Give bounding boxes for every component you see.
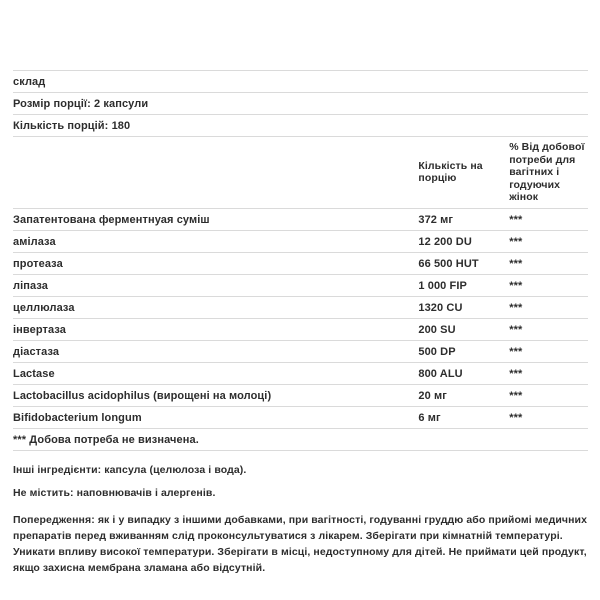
ingredient-row	[13, 252, 588, 274]
ingredient-name: амілаза	[13, 230, 418, 252]
column-header-daily-value: % Від добової потреби для вагітних і годуючих жінок	[509, 137, 588, 209]
section-title-row	[13, 71, 588, 93]
ingredient-dv: ***	[509, 252, 588, 274]
ingredient-name: діастаза	[13, 340, 418, 362]
ingredient-dv: ***	[509, 406, 588, 428]
ingredient-row	[13, 406, 588, 428]
serving-size-row	[13, 93, 588, 115]
ingredient-row	[13, 340, 588, 362]
ingredient-row	[13, 296, 588, 318]
ingredient-amount: 800 ALU	[418, 362, 509, 384]
column-header-row	[13, 137, 588, 209]
column-header-empty	[13, 137, 418, 209]
ingredient-name: інвертаза	[13, 318, 418, 340]
ingredient-amount: 1 000 FIP	[418, 274, 509, 296]
servings-per-container: Кількість порцій: 180	[13, 115, 588, 137]
ingredient-dv: ***	[509, 318, 588, 340]
daily-value-footnote: *** Добова потреба не визначена.	[13, 428, 588, 450]
ingredient-name: Lactase	[13, 362, 418, 384]
ingredient-name: Lactobacillus acidophilus (вирощені на молоці)	[13, 384, 418, 406]
ingredient-row	[13, 274, 588, 296]
warning-text: Попередження: як і у випадку з іншими добавками, при вагітності, годуванні груддю або прийомі медичних препаратів перед вживанням слід проконсультуватися з лікарем. Зберігати при кімнатній температурі. Уникати впливу високої температури. Зберігати в місці, недоступному для дітей. Не приймати цей продукт, якщо захисна мембрана зламана або відсутній.	[13, 513, 588, 574]
ingredient-amount: 66 500 HUT	[418, 252, 509, 274]
ingredient-amount: 6 мг	[418, 406, 509, 428]
ingredient-row	[13, 318, 588, 340]
ingredient-name: Запатентована ферментнуая суміш	[13, 208, 418, 230]
ingredient-amount: 372 мг	[418, 208, 509, 230]
footnote-row	[13, 428, 588, 450]
ingredient-name: целлюлаза	[13, 296, 418, 318]
ingredient-row	[13, 230, 588, 252]
section-title: склад	[13, 71, 588, 93]
ingredient-amount: 200 SU	[418, 318, 509, 340]
ingredient-name: протеаза	[13, 252, 418, 274]
ingredient-dv: ***	[509, 340, 588, 362]
ingredient-row	[13, 362, 588, 384]
serving-size: Розмір порції: 2 капсули	[13, 93, 588, 115]
column-header-amount: Кількість на порцію	[418, 137, 509, 209]
ingredient-dv: ***	[509, 208, 588, 230]
ingredient-amount: 1320 CU	[418, 296, 509, 318]
ingredient-name: ліпаза	[13, 274, 418, 296]
ingredient-dv: ***	[509, 274, 588, 296]
ingredient-row	[13, 208, 588, 230]
does-not-contain-text: Не містить: наповнювачів і алергенів.	[13, 486, 216, 499]
ingredient-amount: 500 DP	[418, 340, 509, 362]
ingredient-amount: 20 мг	[418, 384, 509, 406]
ingredient-dv: ***	[509, 230, 588, 252]
supplement-facts-table	[13, 70, 588, 451]
other-ingredients-text: Інші інгредієнти: капсула (целюлоза і вода).	[13, 463, 247, 476]
ingredient-dv: ***	[509, 362, 588, 384]
ingredient-row	[13, 384, 588, 406]
ingredient-dv: ***	[509, 384, 588, 406]
ingredient-name: Bifidobacterium longum	[13, 406, 418, 428]
servings-per-container-row	[13, 115, 588, 137]
ingredient-amount: 12 200 DU	[418, 230, 509, 252]
ingredient-dv: ***	[509, 296, 588, 318]
